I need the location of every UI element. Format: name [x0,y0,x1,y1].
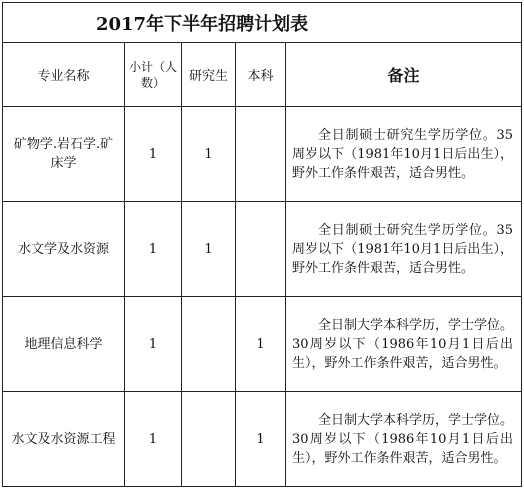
cell-undergrad [236,107,286,202]
cell-undergrad [236,202,286,297]
cell-undergrad: 1 [236,392,286,487]
cell-notes: 全日制大学本科学历，学士学位。30周岁以下（1986年10月1日后出生），野外工作条件艰苦，适合男性。 [286,392,522,487]
table-title-cell [3,3,522,43]
table-row [3,297,522,392]
cell-graduate: 1 [182,107,236,202]
cell-notes: 全日制硕士研究生学历学位。35周岁以下（1981年10月1日后出生），野外工作条件艰苦，适合男性。 [286,107,522,202]
cell-major: 地理信息科学 [3,297,125,392]
cell-notes: 全日制大学本科学历，学士学位。30周岁以下（1986年10月1日后出生），野外工作条件艰苦，适合男性。 [286,297,522,392]
cell-subtotal: 1 [125,107,182,202]
table-row [3,392,522,487]
cell-graduate [182,392,236,487]
cell-graduate [182,297,236,392]
cell-subtotal: 1 [125,297,182,392]
cell-subtotal: 1 [125,392,182,487]
table-row [3,202,522,297]
cell-graduate: 1 [182,202,236,297]
table-row [3,107,522,202]
cell-subtotal: 1 [125,202,182,297]
cell-major: 矿物学.岩石学.矿床学 [3,107,125,202]
cell-notes: 全日制硕士研究生学历学位。35周岁以下（1981年10月1日后出生），野外工作条件艰苦，适合男性。 [286,202,522,297]
header-graduate: 研究生 [182,43,236,107]
recruitment-plan-table [2,2,522,487]
cell-undergrad: 1 [236,297,286,392]
header-row [3,43,522,107]
cell-major: 水文学及水资源 [3,202,125,297]
header-undergrad: 本科 [236,43,286,107]
cell-major: 水文及水资源工程 [3,392,125,487]
header-subtotal: 小计（人数） [125,43,182,107]
header-major: 专业名称 [3,43,125,107]
page-title: 2017年下半年招聘计划表 [95,13,309,35]
header-notes: 备注 [286,43,522,107]
